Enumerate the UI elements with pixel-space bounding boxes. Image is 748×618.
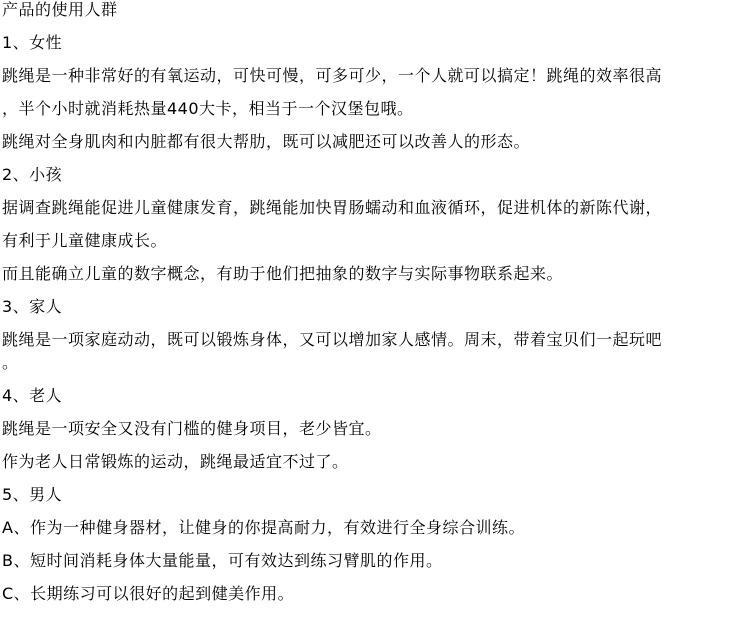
section-heading-women: 1、女性: [2, 33, 63, 52]
document-title: 产品的使用人群: [2, 0, 118, 19]
paragraph-line: 跳绳是一项安全又没有门槛的健身项目，老少皆宜。: [2, 419, 382, 438]
list-item: C、长期练习可以很好的起到健美作用。: [2, 584, 295, 603]
paragraph-line: 据调查跳绳能促进儿童健康发育，跳绳能加快胃肠蠕动和血液循环，促进机体的新陈代谢，: [2, 198, 663, 217]
section-heading-men: 5、男人: [2, 485, 63, 504]
section-heading-family: 3、家人: [2, 297, 63, 316]
paragraph-line: 作为老人日常锻炼的运动，跳绳最适宜不过了。: [2, 452, 349, 471]
paragraph-line: 有利于儿童健康成长。: [2, 231, 168, 250]
paragraph-line: 跳绳是一种非常好的有氧运动，可快可慢，可多可少，一个人就可以搞定！跳绳的效率很高: [2, 66, 663, 85]
section-heading-children: 2、小孩: [2, 165, 63, 184]
paragraph-line: 而且能确立儿童的数字概念，有助于他们把抽象的数字与实际事物联系起来。: [2, 264, 564, 283]
list-item: A、作为一种健身器材，让健身的你提高耐力，有效进行全身综合训练。: [2, 518, 525, 537]
paragraph-line: 。: [2, 353, 19, 372]
paragraph-line: ，半个小时就消耗热量440大卡，相当于一个汉堡包哦。: [2, 99, 414, 118]
section-heading-elderly: 4、老人: [2, 386, 63, 405]
list-item: B、短时间消耗身体大量能量，可有效达到练习臂肌的作用。: [2, 551, 443, 570]
paragraph-line: 跳绳对全身肌肉和内脏都有很大帮肋，既可以减肥还可以改善人的形态。: [2, 132, 531, 151]
paragraph-line: 跳绳是一项家庭动动，既可以锻炼身体，又可以增加家人感情。周末，带着宝贝们一起玩吧: [2, 330, 663, 349]
